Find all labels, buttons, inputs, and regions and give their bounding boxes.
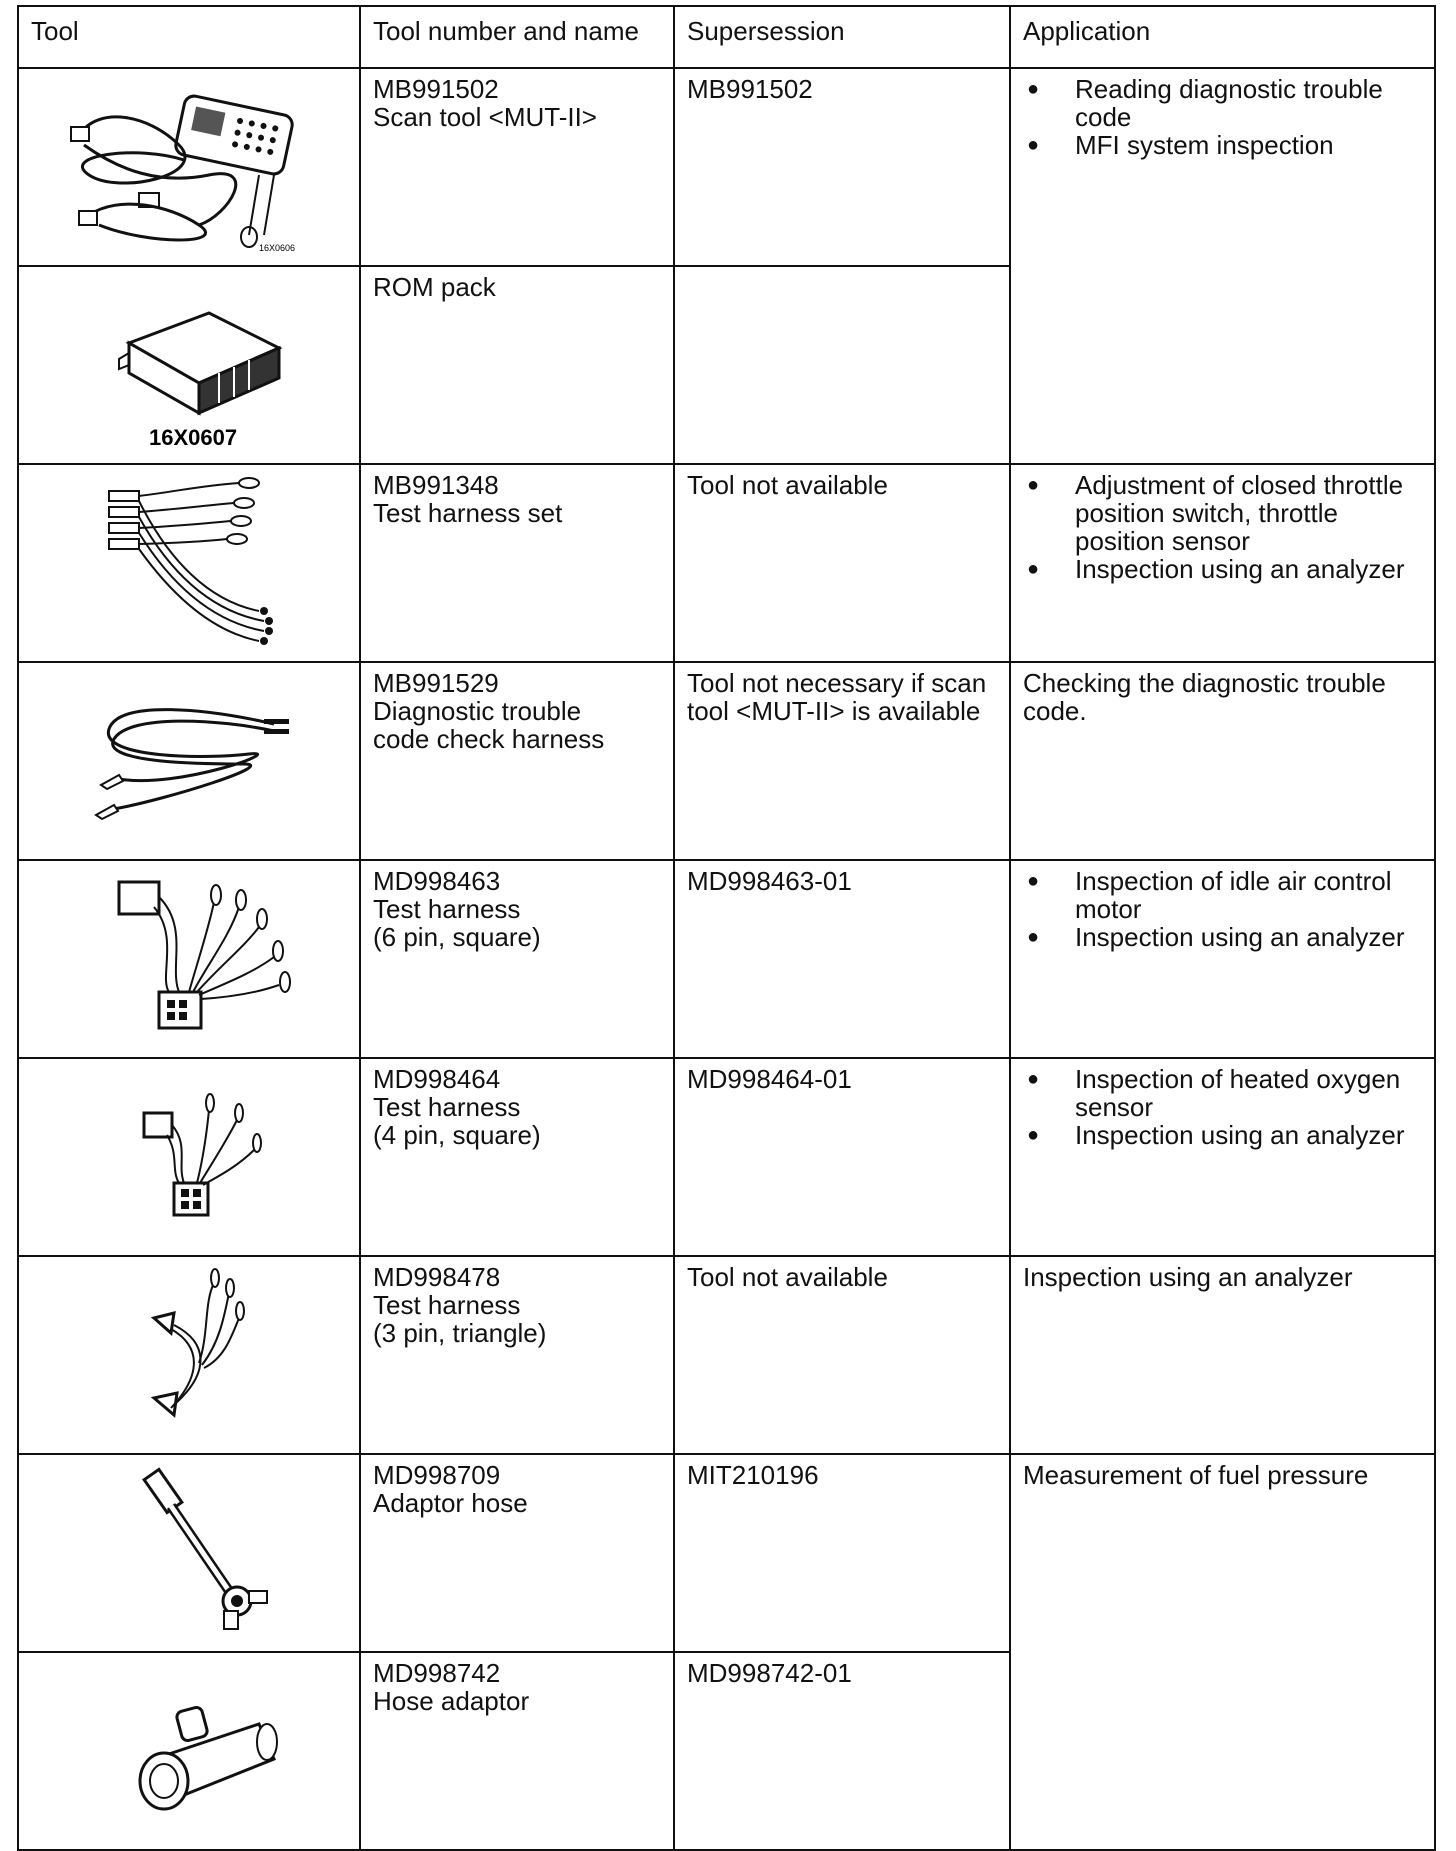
tool-name: ROM pack	[373, 272, 496, 302]
check-harness-icon	[59, 669, 319, 849]
application-item: ● Inspection of idle air control motor	[1023, 867, 1422, 923]
tool-number-name-cell	[360, 1256, 674, 1454]
tool-number: MB991529	[373, 668, 499, 698]
header-application: Application	[1010, 6, 1435, 68]
tool-number: MB991502	[373, 74, 499, 104]
tool-number: MB991348	[373, 470, 499, 500]
figure-code: 16X0606	[259, 243, 296, 253]
table-header-row	[18, 6, 1435, 68]
tool-number-name-cell	[360, 1454, 674, 1652]
tool-image-cell	[18, 464, 360, 662]
harness-6pin-icon	[59, 867, 319, 1047]
tool-number-name-cell	[360, 860, 674, 1058]
table-row	[18, 1454, 1435, 1652]
application-item: ● Reading diagnostic trouble code	[1023, 75, 1422, 131]
header-tool-number-name: Tool number and name	[360, 6, 674, 68]
table-row	[18, 662, 1435, 860]
harness-4pin-icon	[59, 1065, 319, 1245]
supersession-cell: MD998463-01	[674, 860, 1010, 1058]
tool-number: MD998464	[373, 1064, 501, 1094]
tool-name: Test harness	[373, 1290, 521, 1320]
application-item: ● Inspection using an analyzer	[1023, 923, 1422, 951]
tool-image-cell	[18, 1058, 360, 1256]
tool-name: Adaptor hose	[373, 1488, 528, 1518]
tool-name: (3 pin, triangle)	[373, 1318, 547, 1348]
tool-number: MD998709	[373, 1460, 501, 1490]
table-row	[18, 464, 1435, 662]
tool-number-name-cell	[360, 68, 674, 266]
adaptor-hose-icon	[59, 1461, 319, 1641]
tool-name: Scan tool <MUT-II>	[373, 102, 597, 132]
supersession-cell: MD998742-01	[674, 1652, 1010, 1850]
supersession-cell: Tool not available	[674, 464, 1010, 662]
tool-image-cell	[18, 860, 360, 1058]
header-tool: Tool	[18, 6, 360, 68]
application-item: ● Adjustment of closed throttle position switch, throttle position sensor	[1023, 471, 1422, 555]
table-row	[18, 1256, 1435, 1454]
tool-name: Test harness	[373, 894, 521, 924]
tool-image-cell	[18, 68, 360, 266]
special-tools-table	[17, 5, 1436, 1851]
tool-number-name-cell	[360, 464, 674, 662]
tool-name: (6 pin, square)	[373, 922, 541, 952]
tool-name: Hose adaptor	[373, 1686, 530, 1716]
supersession-cell: MB991502	[674, 68, 1010, 266]
tool-number: MD998478	[373, 1262, 501, 1292]
tool-image-cell	[18, 1256, 360, 1454]
tool-image-cell	[18, 1652, 360, 1850]
rom-pack-icon	[59, 273, 319, 453]
tool-image-cell	[18, 1454, 360, 1652]
header-supersession: Supersession	[674, 6, 1010, 68]
application-cell: Inspection using an analyzer	[1010, 1256, 1435, 1454]
tool-number-name-cell	[360, 662, 674, 860]
application-cell: Measurement of fuel pressure	[1010, 1454, 1435, 1850]
test-harness-set-icon	[59, 471, 319, 651]
application-item: ● Inspection of heated oxygen sensor	[1023, 1065, 1422, 1121]
tool-number-name-cell	[360, 266, 674, 464]
harness-3pin-icon	[59, 1263, 319, 1443]
supersession-cell: Tool not necessary if scan tool <MUT-II> is available	[674, 662, 1010, 860]
tool-name: code check harness	[373, 724, 605, 754]
application-item: ● Inspection using an analyzer	[1023, 1121, 1422, 1149]
tool-image-cell	[18, 266, 360, 464]
application-cell	[1010, 1058, 1435, 1256]
supersession-cell: Tool not available	[674, 1256, 1010, 1454]
tool-name: (4 pin, square)	[373, 1120, 541, 1150]
figure-code: 16X0607	[149, 425, 238, 450]
table-row	[18, 68, 1435, 266]
tool-number: MD998463	[373, 866, 501, 896]
application-item: ● Inspection using an analyzer	[1023, 555, 1422, 583]
hose-adaptor-icon	[59, 1659, 319, 1839]
supersession-cell: MD998464-01	[674, 1058, 1010, 1256]
tool-image-cell	[18, 662, 360, 860]
tool-name: Test harness set	[373, 498, 563, 528]
supersession-cell	[674, 266, 1010, 464]
tool-number-name-cell	[360, 1058, 674, 1256]
application-cell	[1010, 464, 1435, 662]
tool-number-name-cell	[360, 1652, 674, 1850]
table-row	[18, 1058, 1435, 1256]
application-item: ● MFI system inspection	[1023, 131, 1422, 159]
application-cell	[1010, 860, 1435, 1058]
table-row	[18, 860, 1435, 1058]
tool-name: Test harness	[373, 1092, 521, 1122]
tool-name: Diagnostic trouble	[373, 696, 582, 726]
application-cell: Checking the diagnostic trouble code.	[1010, 662, 1435, 860]
scan-tool-icon	[59, 75, 319, 255]
tool-number: MD998742	[373, 1658, 501, 1688]
supersession-cell: MIT210196	[674, 1454, 1010, 1652]
application-cell	[1010, 68, 1435, 464]
